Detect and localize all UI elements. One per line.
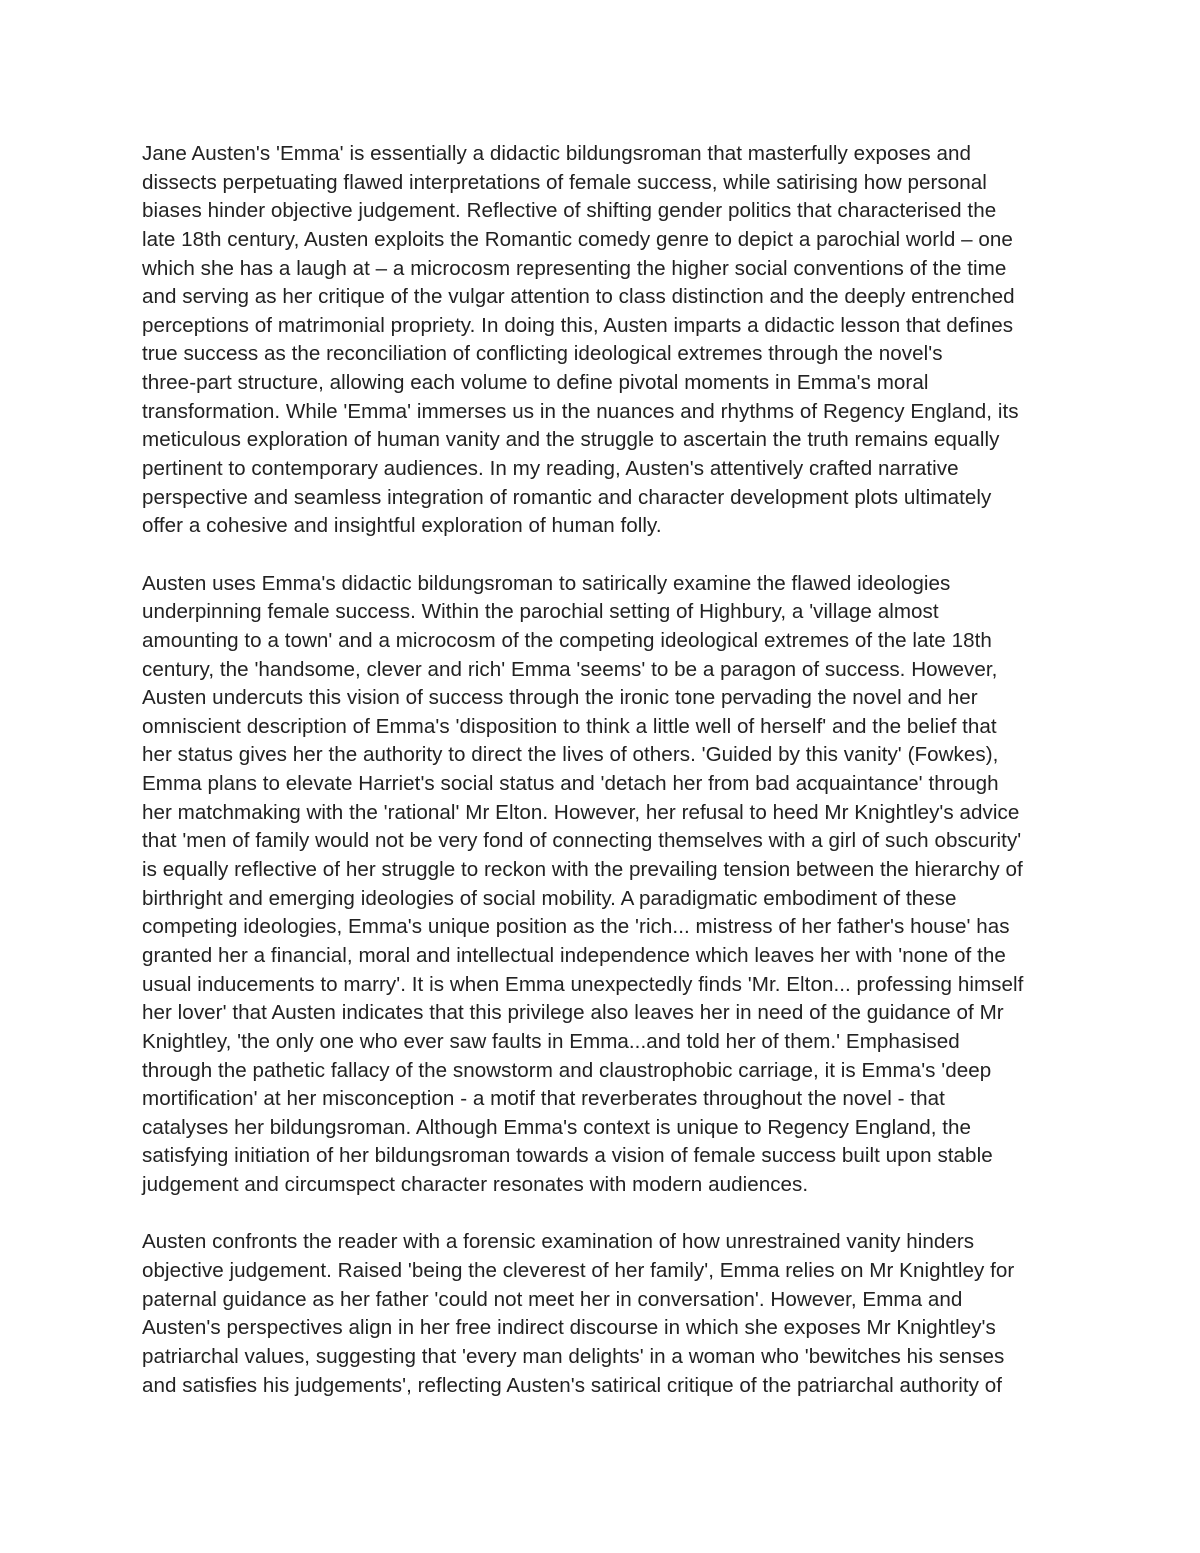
text-line: transformation. While 'Emma' immerses us in the nuances and rhythms of Regency England, its	[142, 399, 1019, 423]
text-line: satisfying initiation of her bildungsroman towards a vision of female success built upon stable	[142, 1144, 993, 1168]
essay-body	[142, 140, 1072, 1400]
text-line: Austen undercuts this vision of success through the ironic tone pervading the novel and her	[142, 686, 978, 710]
text-line: birthright and emerging ideologies of social mobility. A paradigmatic embodiment of these	[142, 886, 957, 910]
paragraph-spacer	[142, 1200, 1072, 1229]
text-line: three-part structure, allowing each volume to define pivotal moments in Emma's moral	[142, 371, 929, 395]
paragraph-spacer	[142, 541, 1072, 570]
text-line: through the pathetic fallacy of the snowstorm and claustrophobic carriage, it is Emma's 'deep	[142, 1058, 992, 1082]
paragraph	[142, 1228, 1072, 1400]
text-line: patriarchal values, suggesting that 'every man delights' in a woman who 'bewitches his senses	[142, 1344, 1005, 1368]
text-line: amounting to a town' and a microcosm of the competing ideological extremes of the late 18th	[142, 628, 992, 652]
text-line: dissects perpetuating flawed interpretations of female success, while satirising how personal	[142, 170, 987, 194]
text-line: perceptions of matrimonial propriety. In doing this, Austen imparts a didactic lesson that defines	[142, 313, 1014, 337]
text-line: and satisfies his judgements', reflecting Austen's satirical critique of the patriarchal authority of	[142, 1373, 1002, 1397]
text-line: true success as the reconciliation of conflicting ideological extremes through the novel's	[142, 342, 943, 366]
text-line: late 18th century, Austen exploits the Romantic comedy genre to depict a parochial world – one	[142, 227, 1013, 251]
text-line: objective judgement. Raised 'being the cleverest of her family', Emma relies on Mr Knightley for	[142, 1258, 1015, 1282]
text-line: omniscient description of Emma's 'disposition to think a little well of herself' and the belief that	[142, 714, 997, 738]
text-line: biases hinder objective judgement. Reflective of shifting gender politics that characterised the	[142, 199, 997, 223]
text-line: Emma plans to elevate Harriet's social status and 'detach her from bad acquaintance' through	[142, 772, 999, 796]
text-line: competing ideologies, Emma's unique position as the 'rich... mistress of her father's house' has	[142, 915, 1010, 939]
text-line: which she has a laugh at – a microcosm representing the higher social conventions of the time	[142, 256, 1007, 280]
text-line: Knightley, 'the only one who ever saw faults in Emma...and told her of them.' Emphasised	[142, 1029, 960, 1053]
text-line: perspective and seamless integration of romantic and character development plots ultimately	[142, 485, 992, 509]
text-line: Austen confronts the reader with a forensic examination of how unrestrained vanity hinders	[142, 1230, 975, 1254]
text-line: her lover' that Austen indicates that this privilege also leaves her in need of the guidance of Mr	[142, 1001, 1004, 1025]
text-line: underpinning female success. Within the parochial setting of Highbury, a 'village almost	[142, 600, 939, 624]
text-line: her status gives her the authority to direct the lives of others. 'Guided by this vanity' (Fowkes),	[142, 743, 999, 767]
text-line: Austen uses Emma's didactic bildungsroman to satirically examine the flawed ideologies	[142, 571, 951, 595]
text-line: mortification' at her misconception - a motif that reverberates throughout the novel - that	[142, 1087, 945, 1111]
text-line: Jane Austen's 'Emma' is essentially a didactic bildungsroman that masterfully exposes and	[142, 142, 971, 165]
text-line: usual inducements to marry'. It is when Emma unexpectedly finds 'Mr. Elton... professing himself	[142, 972, 1024, 996]
text-line: catalyses her bildungsroman. Although Emma's context is unique to Regency England, the	[142, 1115, 972, 1139]
paragraph	[142, 570, 1072, 1200]
text-line: her matchmaking with the 'rational' Mr Elton. However, her refusal to heed Mr Knightley's advice	[142, 800, 1020, 824]
text-line: pertinent to contemporary audiences. In my reading, Austen's attentively crafted narrative	[142, 457, 959, 481]
text-line: century, the 'handsome, clever and rich' Emma 'seems' to be a paragon of success. However,	[142, 657, 998, 681]
paragraph	[142, 140, 1072, 541]
text-line: meticulous exploration of human vanity and the struggle to ascertain the truth remains equally	[142, 428, 1000, 452]
text-line: that 'men of family would not be very fond of connecting themselves with a girl of such obscurity'	[142, 829, 1022, 853]
text-line: granted her a financial, moral and intellectual independence which leaves her with 'none of the	[142, 943, 1006, 967]
text-line: paternal guidance as her father 'could not meet her in conversation'. However, Emma and	[142, 1287, 963, 1311]
text-line: Austen's perspectives align in her free indirect discourse in which she exposes Mr Knightley's	[142, 1316, 996, 1340]
text-line: offer a cohesive and insightful exploration of human folly.	[142, 514, 662, 538]
text-line: and serving as her critique of the vulgar attention to class distinction and the deeply entrenched	[142, 285, 1015, 309]
text-line: is equally reflective of her struggle to reckon with the prevailing tension between the hierarchy of	[142, 858, 1023, 882]
text-line: judgement and circumspect character resonates with modern audiences.	[142, 1173, 809, 1197]
